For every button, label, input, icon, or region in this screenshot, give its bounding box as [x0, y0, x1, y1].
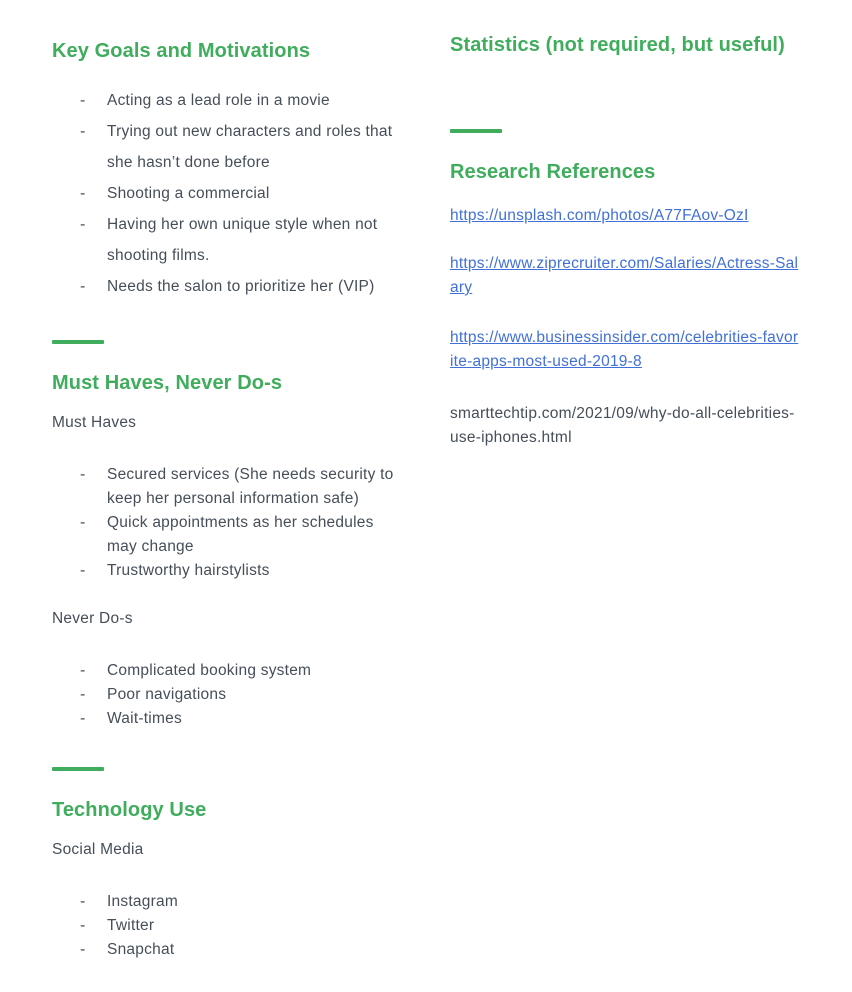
section-title-must-haves: Must Haves, Never Do-s: [52, 372, 283, 394]
goal-item: [52, 271, 450, 302]
dash-bullet: -: [80, 278, 86, 295]
dash-bullet: -: [80, 710, 86, 727]
goal-item-text: Acting as a lead role in a movie: [107, 92, 330, 109]
dash-bullet: -: [80, 185, 86, 202]
never-do-item: [52, 659, 450, 683]
key-goals-list: [52, 85, 450, 302]
social-media-item: [52, 890, 450, 914]
social-media-item-text: Snapchat: [107, 941, 175, 958]
dash-bullet: -: [80, 893, 86, 910]
section-divider: [52, 340, 104, 344]
reference-link-businessinsider[interactable]: https://www.businessinsider.com/celebrities-favorite-apps-most-used-2019-8: [450, 329, 799, 370]
social-media-item-text: Instagram: [107, 893, 179, 910]
dash-bullet: -: [80, 216, 86, 233]
goal-item-text: Trying out new characters and roles that she hasn’t done before: [107, 123, 393, 171]
section-divider: [52, 767, 104, 771]
never-do-item: [52, 707, 450, 731]
goal-item-text: Shooting a commercial: [107, 185, 270, 202]
never-do-item-text: Wait-times: [107, 710, 182, 727]
must-have-item: [52, 559, 450, 583]
goal-item: [52, 178, 450, 209]
must-haves-list: [52, 463, 450, 583]
dash-bullet: -: [80, 92, 86, 109]
dash-bullet: -: [80, 941, 86, 958]
goal-item: [52, 116, 450, 178]
must-have-item: [52, 463, 450, 511]
section-title-research-references: Research References: [450, 161, 656, 183]
dash-bullet: -: [80, 514, 86, 531]
dash-bullet: -: [80, 917, 86, 934]
goal-item-text: Needs the salon to prioritize her (VIP): [107, 278, 375, 295]
subheading-must-haves: Must Haves: [52, 414, 137, 431]
goal-item: [52, 209, 450, 271]
subheading-social-media: Social Media: [52, 841, 144, 858]
social-media-list: [52, 890, 450, 962]
section-title-technology-use: Technology Use: [52, 799, 207, 821]
reference-link-unsplash[interactable]: https://unsplash.com/photos/A77FAov-OzI: [450, 207, 749, 224]
reference-text-smarttechtip: smarttechtip.com/2021/09/why-do-all-celebrities-use-iphones.html: [450, 405, 795, 446]
never-do-item: [52, 683, 450, 707]
subheading-never-dos: Never Do-s: [52, 610, 133, 627]
dash-bullet: -: [80, 123, 86, 140]
section-title-key-goals: Key Goals and Motivations: [52, 40, 311, 62]
section-title-statistics: Statistics (not required, but useful): [450, 34, 785, 56]
reference-link-ziprecruiter[interactable]: https://www.ziprecruiter.com/Salaries/Actress-Salary: [450, 255, 799, 296]
social-media-item-text: Twitter: [107, 917, 155, 934]
section-divider: [450, 129, 502, 133]
goal-item-text: Having her own unique style when not shooting films.: [107, 216, 378, 264]
dash-bullet: -: [80, 686, 86, 703]
must-have-item-text: Secured services (She needs security to keep her personal information safe): [107, 466, 394, 507]
right-column: [450, 0, 800, 992]
never-dos-list: [52, 659, 450, 731]
social-media-item: [52, 914, 450, 938]
social-media-item: [52, 938, 450, 962]
never-do-item-text: Complicated booking system: [107, 662, 312, 679]
dash-bullet: -: [80, 662, 86, 679]
must-have-item: [52, 511, 450, 559]
must-have-item-text: Trustworthy hairstylists: [107, 562, 270, 579]
dash-bullet: -: [80, 466, 86, 483]
never-do-item-text: Poor navigations: [107, 686, 227, 703]
must-have-item-text: Quick appointments as her schedules may change: [107, 514, 374, 555]
left-column: [52, 0, 450, 992]
goal-item: [52, 85, 450, 116]
dash-bullet: -: [80, 562, 86, 579]
